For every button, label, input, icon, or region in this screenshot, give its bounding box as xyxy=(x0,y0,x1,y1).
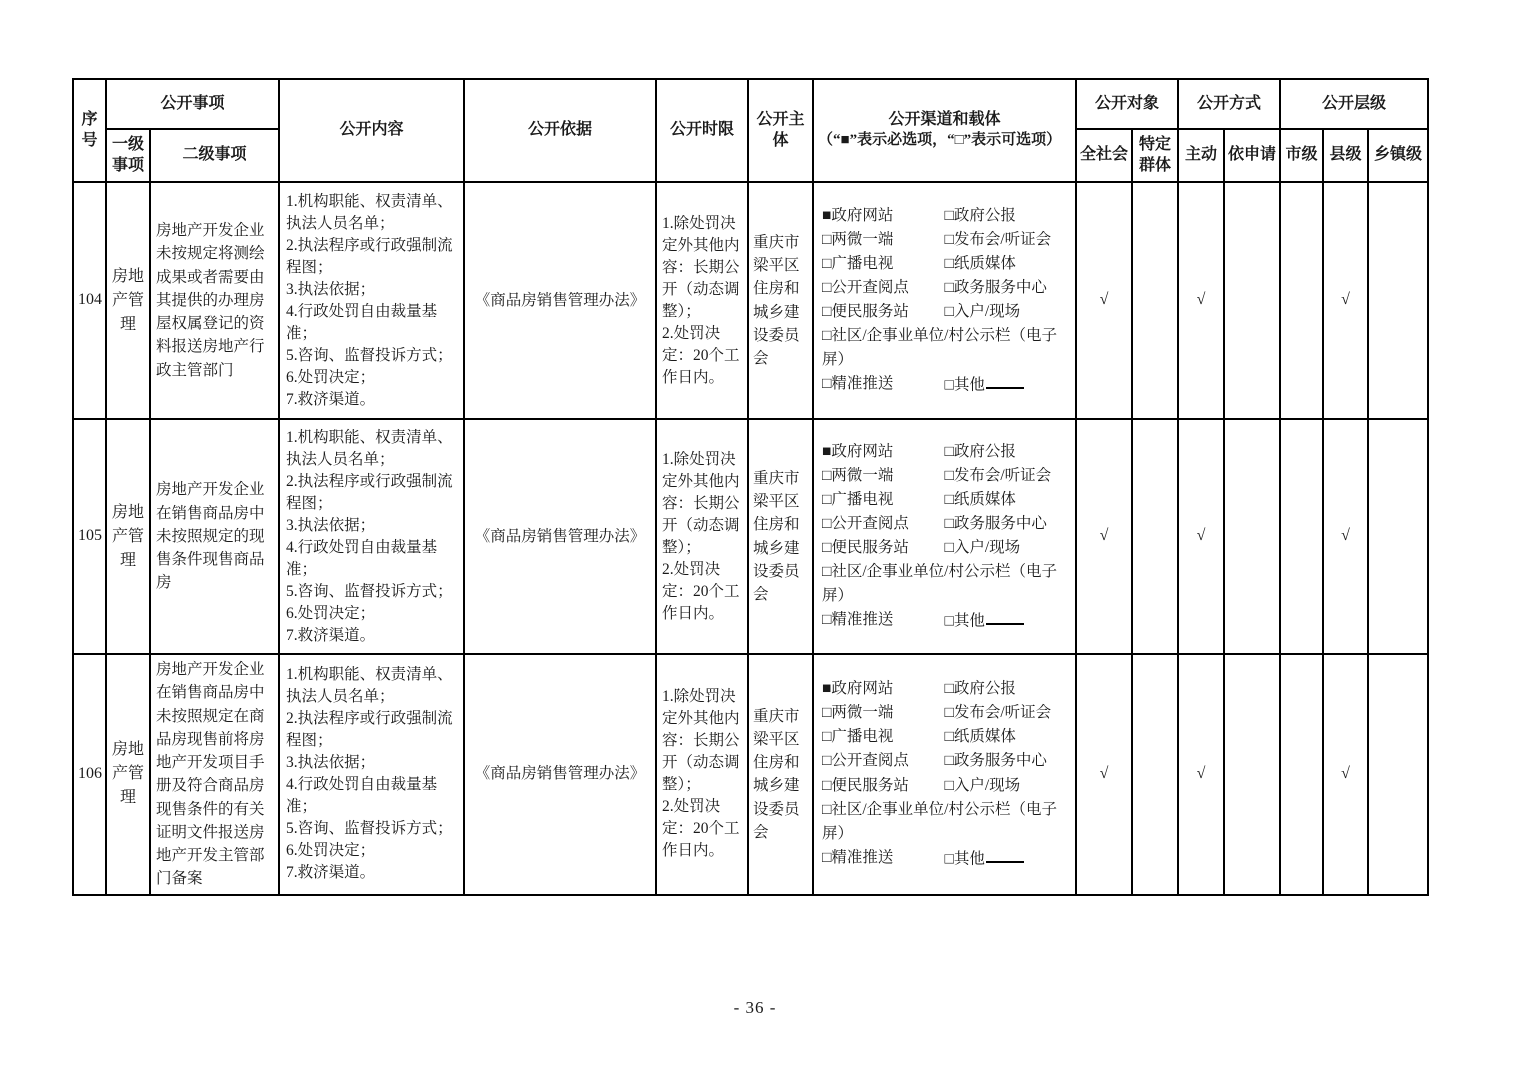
channel-checkbox-optional: □入户/现场 xyxy=(944,302,1021,320)
channel-checkbox-optional: □政府公报 xyxy=(944,680,1016,698)
content-cell xyxy=(279,182,464,419)
content-item: 6.处罚决定； xyxy=(286,842,376,860)
mark-level-city xyxy=(1280,419,1323,654)
header-level: 公开层级 xyxy=(1280,79,1428,129)
header-content: 公开内容 xyxy=(279,79,464,182)
level1-cell: 房地产管理 xyxy=(106,182,150,419)
mark-method-active: √ xyxy=(1178,419,1224,654)
time-limit-item: 2.处罚决定：20个工作日内。 xyxy=(662,798,740,860)
blank-underline xyxy=(986,608,1024,626)
header-channels-title: 公开渠道和载体 xyxy=(888,110,1001,128)
content-item: 2.执法程序或行政强制流程图； xyxy=(286,472,453,512)
channel-checkbox-optional: □入户/现场 xyxy=(944,538,1021,556)
channel-checkbox-optional: □社区/企事业单位/村公示栏（电子屏） xyxy=(822,326,1057,368)
channel-checkbox-optional: □政务服务中心 xyxy=(944,514,1047,532)
header-method: 公开方式 xyxy=(1178,79,1280,129)
channel-checkbox-optional: □精准推送 xyxy=(822,610,894,628)
channel-checkbox-optional: □社区/企事业单位/村公示栏（电子屏） xyxy=(822,562,1057,604)
mark-method-request xyxy=(1224,419,1280,654)
content-cell xyxy=(279,654,464,895)
channel-checkbox-required: ■政府网站 xyxy=(822,442,894,460)
channels-cell xyxy=(813,419,1076,654)
header-audience: 公开对象 xyxy=(1076,79,1178,129)
content-item: 4.行政处罚自由裁量基准； xyxy=(286,302,438,342)
time-limit-item: 1.除处罚决定外其他内容：长期公开（动态调整）； xyxy=(662,450,740,556)
header-level1: 一级事项 xyxy=(106,129,150,182)
page-number: - 36 - xyxy=(733,998,777,1017)
table-row-104 xyxy=(73,182,1428,419)
content-item: 4.行政处罚自由裁量基准； xyxy=(286,538,438,578)
mark-method-request xyxy=(1224,654,1280,895)
time-limit-item: 2.处罚决定：20个工作日内。 xyxy=(662,324,740,386)
basis-cell: 《商品房销售管理办法》 xyxy=(464,654,656,895)
channel-checkbox-optional: □政务服务中心 xyxy=(944,752,1047,770)
header-basis: 公开依据 xyxy=(464,79,656,182)
mark-audience-all: √ xyxy=(1076,182,1132,419)
header-level-city: 市级 xyxy=(1280,129,1323,182)
channel-checkbox-optional: □其他 xyxy=(945,372,1068,398)
channel-checkbox-optional: □广播电视 xyxy=(822,728,894,746)
channel-checkbox-optional: □公开查阅点 xyxy=(822,752,909,770)
channel-checkbox-optional: □其他 xyxy=(945,608,1068,634)
content-item: 6.处罚决定； xyxy=(286,368,376,386)
table-row-106 xyxy=(73,654,1428,895)
mark-audience-all: √ xyxy=(1076,654,1132,895)
channel-checkbox-required: ■政府网站 xyxy=(822,680,894,698)
time-limit-cell xyxy=(656,182,748,419)
header-audience-all: 全社会 xyxy=(1076,129,1132,182)
serial-cell: 106 xyxy=(73,654,106,895)
mark-level-township xyxy=(1368,419,1428,654)
time-limit-item: 1.除处罚决定外其他内容：长期公开（动态调整）； xyxy=(662,214,740,320)
blank-underline xyxy=(986,372,1024,390)
content-item: 7.救济渠道。 xyxy=(286,626,376,644)
mark-audience-specific xyxy=(1132,419,1178,654)
channel-checkbox-optional: □其他 xyxy=(945,846,1068,872)
header-level2: 二级事项 xyxy=(150,129,279,182)
mark-audience-specific xyxy=(1132,654,1178,895)
basis-cell: 《商品房销售管理办法》 xyxy=(464,182,656,419)
channel-checkbox-optional: □精准推送 xyxy=(822,848,894,866)
blank-underline xyxy=(986,846,1024,864)
header-time-limit: 公开时限 xyxy=(656,79,748,182)
channel-checkbox-optional: □政府公报 xyxy=(944,442,1016,460)
content-item: 3.执法依据； xyxy=(286,516,376,534)
mark-level-township xyxy=(1368,654,1428,895)
table-row-105 xyxy=(73,419,1428,654)
content-item: 6.处罚决定； xyxy=(286,604,376,622)
channel-checkbox-optional: □便民服务站 xyxy=(822,302,909,320)
header-level-county: 县级 xyxy=(1323,129,1368,182)
time-limit-cell xyxy=(656,654,748,895)
content-item: 5.咨询、监督投诉方式； xyxy=(286,820,453,838)
content-item: 1.机构职能、权责清单、执法人员名单； xyxy=(286,428,453,468)
channel-checkbox-optional: □便民服务站 xyxy=(822,776,909,794)
level2-cell: 房地产开发企业在销售商品房中未按照规定在商品房现售前将房地产开发项目手册及符合商品房现售条件的有关证明文件报送房地产开发主管部门备案 xyxy=(150,654,279,895)
mark-method-active: √ xyxy=(1178,182,1224,419)
subject-cell: 重庆市梁平区住房和城乡建设委员会 xyxy=(748,182,813,419)
mark-method-request xyxy=(1224,182,1280,419)
channel-checkbox-optional: □广播电视 xyxy=(822,254,894,272)
channel-checkbox-optional: □便民服务站 xyxy=(822,538,909,556)
time-limit-cell xyxy=(656,419,748,654)
mark-level-city xyxy=(1280,182,1323,419)
channel-checkbox-optional: □纸质媒体 xyxy=(944,728,1016,746)
level2-cell: 房地产开发企业在销售商品房中未按照规定的现售条件现售商品房 xyxy=(150,419,279,654)
header-method-active: 主动 xyxy=(1178,129,1224,182)
header-method-request: 依申请 xyxy=(1224,129,1280,182)
time-limit-item: 2.处罚决定：20个工作日内。 xyxy=(662,560,740,622)
mark-level-county: √ xyxy=(1323,654,1368,895)
channel-checkbox-optional: □两微一端 xyxy=(822,466,894,484)
subject-cell: 重庆市梁平区住房和城乡建设委员会 xyxy=(748,419,813,654)
content-item: 3.执法依据； xyxy=(286,754,376,772)
channel-checkbox-required: ■政府网站 xyxy=(822,206,894,224)
header-channels-note: （“■”表示必选项，“□”表示可选项） xyxy=(818,132,1062,149)
header-audience-specific: 特定群体 xyxy=(1132,129,1178,182)
content-item: 7.救济渠道。 xyxy=(286,390,376,408)
channel-checkbox-optional: □发布会/听证会 xyxy=(944,466,1052,484)
channel-checkbox-optional: □纸质媒体 xyxy=(944,254,1016,272)
content-cell xyxy=(279,419,464,654)
channel-checkbox-optional: □发布会/听证会 xyxy=(944,704,1052,722)
mark-level-township xyxy=(1368,182,1428,419)
level2-cell: 房地产开发企业未按规定将测绘成果或者需要由其提供的办理房屋权属登记的资料报送房地产行政主管部门 xyxy=(150,182,279,419)
content-item: 5.咨询、监督投诉方式； xyxy=(286,582,453,600)
content-item: 1.机构职能、权责清单、执法人员名单； xyxy=(286,192,453,232)
basis-cell: 《商品房销售管理办法》 xyxy=(464,419,656,654)
header-level-township: 乡镇级 xyxy=(1368,129,1428,182)
mark-level-county: √ xyxy=(1323,182,1368,419)
time-limit-item: 1.除处罚决定外其他内容：长期公开（动态调整）； xyxy=(662,688,740,794)
channels-cell xyxy=(813,654,1076,895)
header-channels xyxy=(813,79,1076,182)
mark-method-active: √ xyxy=(1178,654,1224,895)
channel-checkbox-optional: □纸质媒体 xyxy=(944,490,1016,508)
content-item: 5.咨询、监督投诉方式； xyxy=(286,346,453,364)
channel-checkbox-optional: □两微一端 xyxy=(822,704,894,722)
channel-checkbox-optional: □社区/企事业单位/村公示栏（电子屏） xyxy=(822,800,1057,842)
level1-cell: 房地产管理 xyxy=(106,654,150,895)
subject-cell: 重庆市梁平区住房和城乡建设委员会 xyxy=(748,654,813,895)
channel-checkbox-optional: □公开查阅点 xyxy=(822,278,909,296)
mark-audience-specific xyxy=(1132,182,1178,419)
channels-cell xyxy=(813,182,1076,419)
content-item: 7.救济渠道。 xyxy=(286,864,376,882)
content-item: 1.机构职能、权责清单、执法人员名单； xyxy=(286,666,453,706)
channel-checkbox-optional: □公开查阅点 xyxy=(822,514,909,532)
header-subject: 公开主体 xyxy=(748,79,813,182)
mark-level-city xyxy=(1280,654,1323,895)
level1-cell: 房地产管理 xyxy=(106,419,150,654)
serial-cell: 105 xyxy=(73,419,106,654)
content-item: 2.执法程序或行政强制流程图； xyxy=(286,236,453,276)
serial-cell: 104 xyxy=(73,182,106,419)
content-item: 3.执法依据； xyxy=(286,280,376,298)
channel-checkbox-optional: □发布会/听证会 xyxy=(944,230,1052,248)
channel-checkbox-optional: □入户/现场 xyxy=(944,776,1021,794)
mark-level-county: √ xyxy=(1323,419,1368,654)
disclosure-table xyxy=(72,78,1429,896)
channel-checkbox-optional: □两微一端 xyxy=(822,230,894,248)
channel-checkbox-optional: □精准推送 xyxy=(822,374,894,392)
header-serial: 序号 xyxy=(73,79,106,182)
content-item: 4.行政处罚自由裁量基准； xyxy=(286,776,438,816)
header-matters: 公开事项 xyxy=(106,79,279,129)
content-item: 2.执法程序或行政强制流程图； xyxy=(286,710,453,750)
mark-audience-all: √ xyxy=(1076,419,1132,654)
channel-checkbox-optional: □政府公报 xyxy=(944,206,1016,224)
channel-checkbox-optional: □广播电视 xyxy=(822,490,894,508)
channel-checkbox-optional: □政务服务中心 xyxy=(944,278,1047,296)
